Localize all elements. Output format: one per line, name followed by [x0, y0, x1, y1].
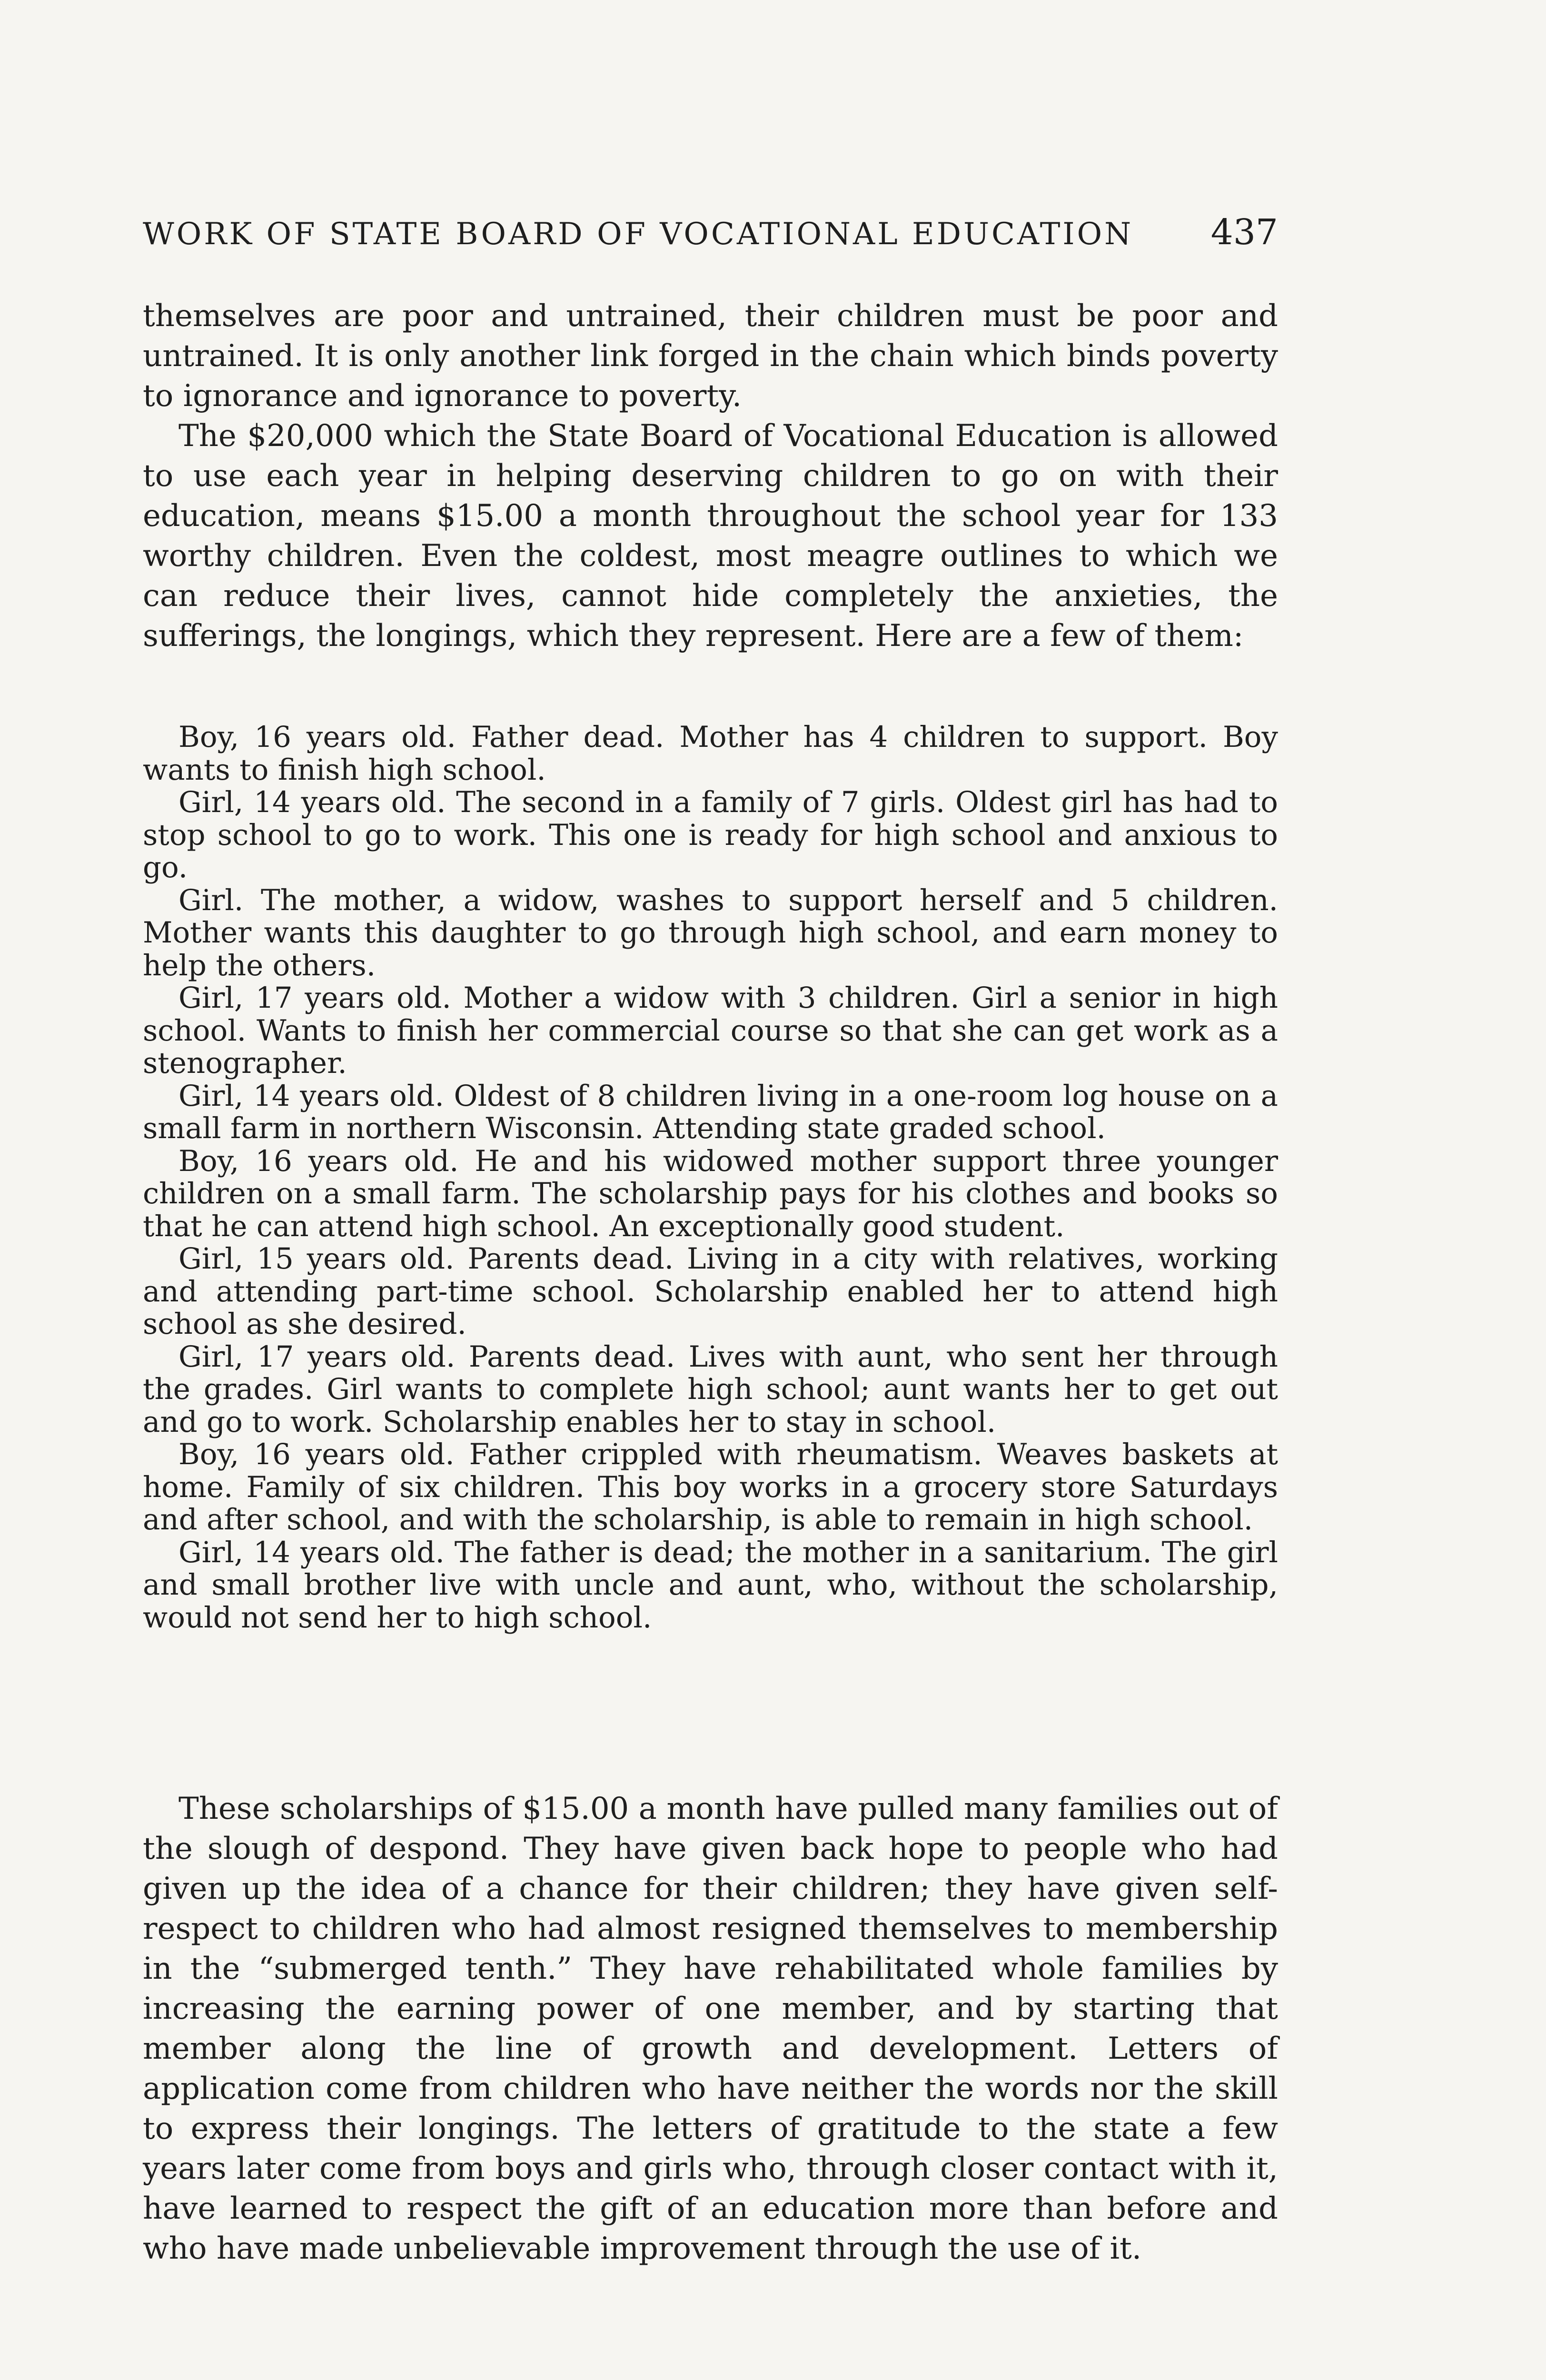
case-item: Girl, 14 years old. Oldest of 8 children living in a one-room log house on a small farm in northern Wisconsin. Attending state graded school. [143, 1079, 1278, 1145]
case-list [143, 721, 1278, 1634]
case-item: Girl, 17 years old. Parents dead. Lives with aunt, who sent her through the grades. Girl wants to complete high school; aunt wants her to get out and go to work. Scholarship enables her to stay in school. [143, 1339, 1278, 1439]
intro-paragraph-continued: themselves are poor and untrained, their children must be poor and untrained. It is only another link forged in the chain which binds poverty to ignorance and ignorance to poverty. [143, 298, 1278, 414]
running-head-title: WORK OF STATE BOARD OF VOCATIONAL EDUCATION [143, 217, 1134, 252]
case-item: Boy, 16 years old. Father crippled with rheumatism. Weaves baskets at home. Family of six children. This boy works in a grocery store Saturdays and after school, and with the scholarship, is able to remain in high school. [143, 1438, 1278, 1537]
closing-paragraph: These scholarships of $15.00 a month have pulled many families out of the slough of despond. They have given back hope to people who had given up the idea of a chance for their children; they have given self-respect to children who had almost resigned themselves to membership in the “submerged tenth.” They have rehabilitated whole families by increasing the earning power of one member, and by starting that member along the line of growth and development. Letters of application come from children who have neither the words nor the skill to express their longings. The letters of gratitude to the state a few years later come from boys and girls who, through closer contact with it, have learned to respect the gift of an education more than before and who have made unbelievable improvement through the use of it. [143, 1791, 1278, 2266]
case-item: Girl, 14 years old. The second in a family of 7 girls. Oldest girl has had to stop school to go to work. This one is ready for high school and anxious to go. [143, 785, 1278, 884]
intro-section [143, 296, 1278, 656]
closing-section [143, 1789, 1278, 2269]
case-item: Boy, 16 years old. He and his widowed mother support three younger children on a small farm. The scholarship pays for his clothes and books so that he can attend high school. An exceptionally good student. [143, 1144, 1278, 1243]
case-item: Boy, 16 years old. Father dead. Mother has 4 children to support. Boy wants to finish high school. [143, 720, 1278, 787]
case-item: Girl, 15 years old. Parents dead. Living in a city with relatives, working and attending part-time school. Scholarship enabled her to attend high school as she desired. [143, 1242, 1278, 1341]
case-item: Girl, 17 years old. Mother a widow with 3 children. Girl a senior in high school. Wants to finish her commercial course so that she can get work as a stenographer. [143, 981, 1278, 1080]
case-item: Girl. The mother, a widow, washes to support herself and 5 children. Mother wants this daughter to go through high school, and earn money to help the others. [143, 883, 1278, 982]
page-number: 437 [1210, 212, 1278, 253]
intro-paragraph-funding: The $20,000 which the State Board of Vocational Education is allowed to use each year in helping deserving children to go on with their education, means $15.00 a month throughout the school year for 133 worthy children. Even the coldest, most meagre outlines to which we can reduce their lives, cannot hide completely the anxieties, the sufferings, the longings, which they represent. Here are a few of them: [143, 418, 1278, 654]
case-item: Girl, 14 years old. The father is dead; the mother in a sanitarium. The girl and small brother live with uncle and aunt, who, without the scholarship, would not send her to high school. [143, 1535, 1278, 1635]
running-header [143, 212, 1278, 269]
